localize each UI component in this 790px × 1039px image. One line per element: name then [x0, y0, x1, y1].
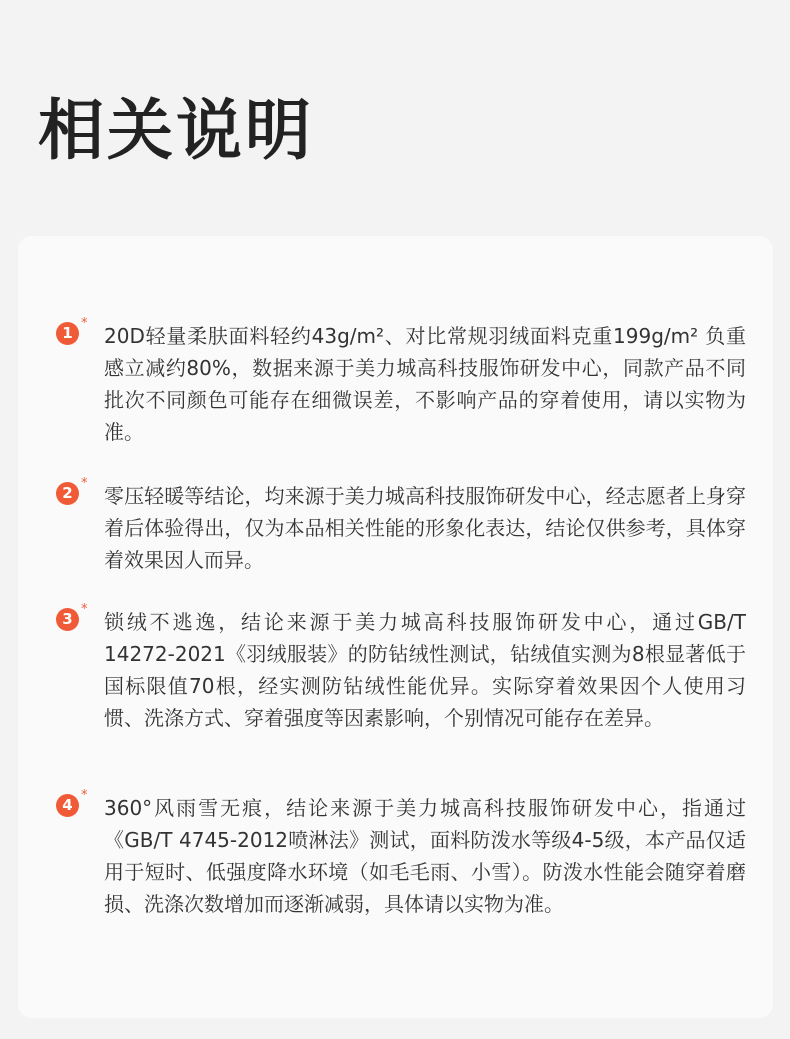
- note-number-badge: [56, 476, 90, 512]
- note-text: 20D轻量柔肤面料轻约43g/m²、对比常规羽绒面料克重199g/m² 负重感立减约80%，数据来源于美力城高科技服饰研发中心，同款产品不同批次不同颜色可能存在细微误差，不影响产品的穿着使用，请以实物为准。: [104, 324, 746, 444]
- number-circle-icon: 2: [56, 482, 79, 505]
- note-number-badge: [56, 602, 90, 638]
- asterisk-marker: *: [81, 788, 88, 803]
- asterisk-marker: *: [81, 476, 88, 491]
- note-number-badge: [56, 788, 90, 824]
- number-circle-icon: 1: [56, 322, 79, 345]
- note-item-4: [56, 788, 746, 920]
- asterisk-marker: *: [81, 602, 88, 617]
- note-text: 360°风雨雪无痕，结论来源于美力城高科技服饰研发中心，指通过《GB/T 4745-2012喷淋法》测试，面料防泼水等级4-5级，本产品仅适用于短时、低强度降水环境（如毛毛雨、小雪）。防泼水性能会随穿着磨损、洗涤次数增加而逐渐减弱，具体请以实物为准。: [104, 796, 746, 916]
- number-circle-icon: 4: [56, 794, 79, 817]
- note-item-3: [56, 602, 746, 734]
- asterisk-marker: *: [81, 316, 88, 331]
- notes-card: [18, 236, 773, 1018]
- note-item-1: [56, 316, 746, 448]
- page-title: 相关说明: [38, 92, 314, 169]
- number-circle-icon: 3: [56, 608, 79, 631]
- note-text: 锁绒不逃逸，结论来源于美力城高科技服饰研发中心，通过GB/T 14272-2021《羽绒服装》的防钻绒性测试，钻绒值实测为8根显著低于国标限值70根，经实测防钻绒性能优异。实际穿着效果因个人使用习惯、洗涤方式、穿着强度等因素影响，个别情况可能存在差异。: [104, 610, 746, 730]
- note-text: 零压轻暖等结论，均来源于美力城高科技服饰研发中心，经志愿者上身穿着后体验得出，仅为本品相关性能的形象化表达，结论仅供参考，具体穿着效果因人而异。: [104, 484, 746, 572]
- note-item-2: [56, 476, 746, 576]
- note-number-badge: [56, 316, 90, 352]
